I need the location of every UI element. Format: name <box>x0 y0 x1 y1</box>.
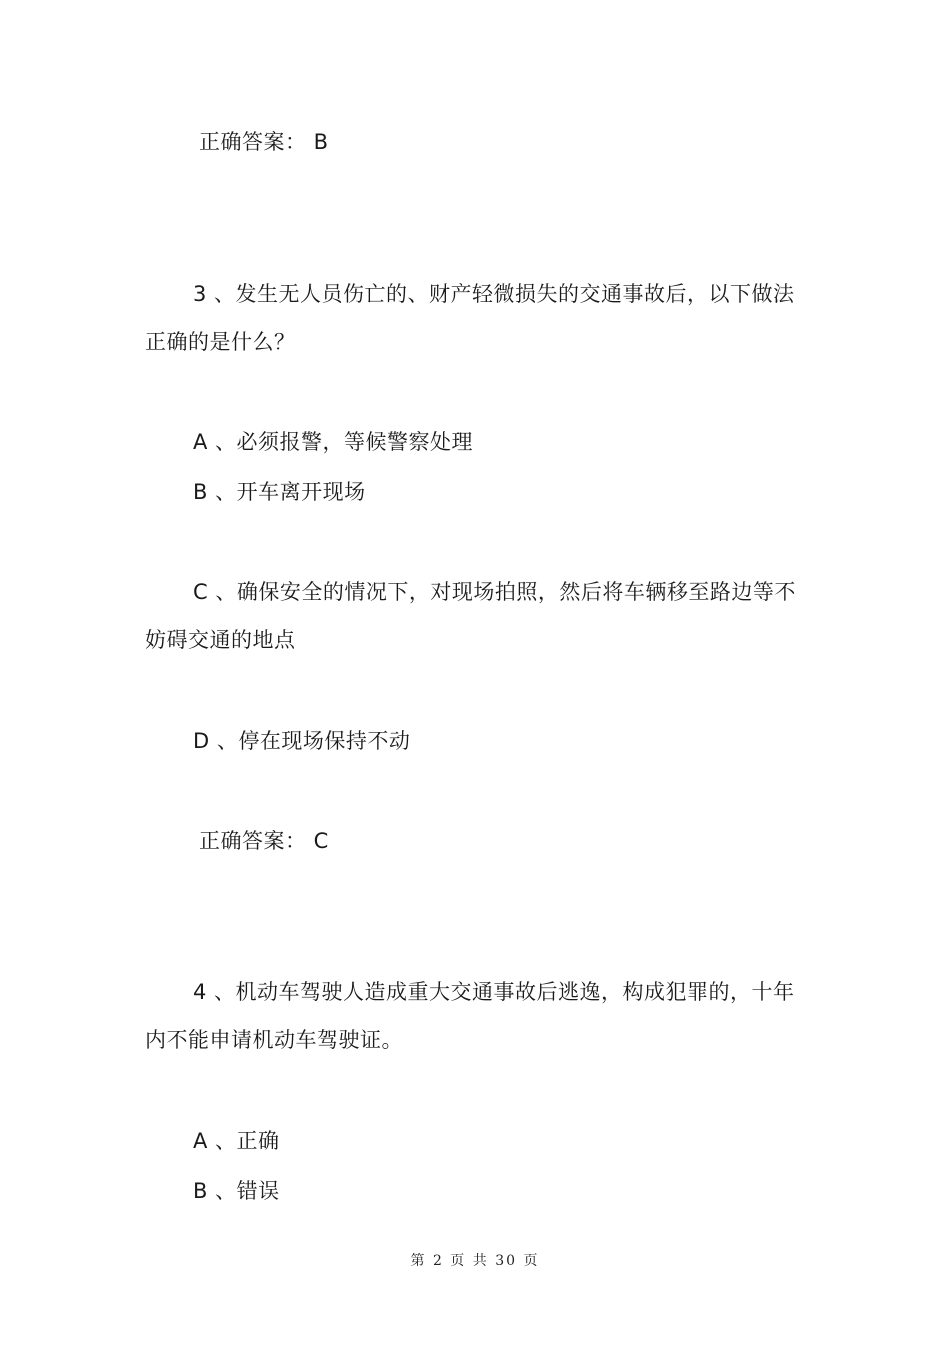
previous-answer: 正确答案： B <box>199 130 329 154</box>
question-3-text-line2: 正确的是什么？ <box>145 330 296 354</box>
question-3-option-c-line1: C 、确保安全的情况下，对现场拍照，然后将车辆移至路边等不 <box>193 580 796 604</box>
question-4-text-line1: 4 、机动车驾驶人造成重大交通事故后逃逸，构成犯罪的，十年 <box>193 980 795 1004</box>
page-number-footer: 第 2 页 共 30 页 <box>410 1253 540 1269</box>
question-3-option-c-line2: 妨碍交通的地点 <box>145 628 296 652</box>
question-3-option-d: D 、停在现场保持不动 <box>193 729 411 753</box>
question-3-option-a: A 、必须报警，等候警察处理 <box>193 430 474 454</box>
question-4-text-line2: 内不能申请机动车驾驶证。 <box>145 1028 403 1052</box>
question-3-option-b: B 、开车离开现场 <box>193 480 366 504</box>
question-3-text-line1: 3 、发生无人员伤亡的、财产轻微损失的交通事故后，以下做法 <box>193 282 795 306</box>
question-4-option-b: B 、错误 <box>193 1179 280 1203</box>
question-3-answer: 正确答案： C <box>199 829 329 853</box>
question-4-option-a: A 、正确 <box>193 1129 280 1153</box>
